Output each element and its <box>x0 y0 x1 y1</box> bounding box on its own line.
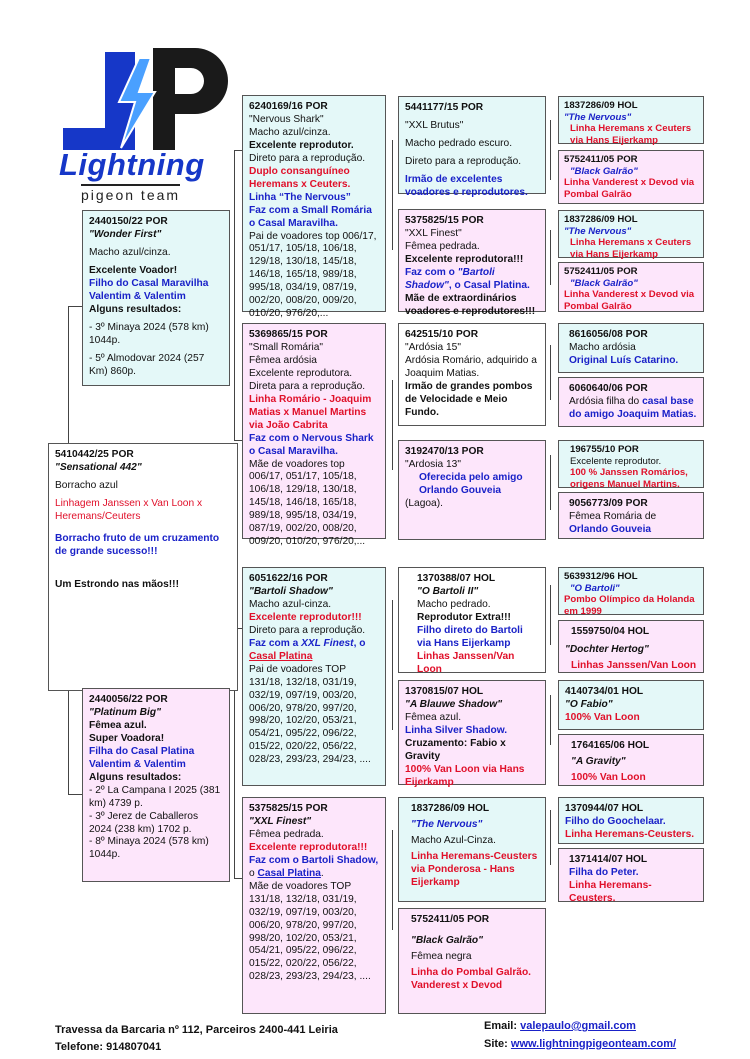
pigeon-name: "The Nervous" <box>564 225 632 237</box>
pigeon-line: 100 % Janssen Romários, origens Manuel Martins. <box>570 467 688 490</box>
connector <box>550 230 551 285</box>
casal-post: . <box>320 867 324 879</box>
pigeon-top: Mãe de voadores TOP 131/18, 132/18, 031/19, 032/19, 097/19, 003/20, 006/20, 978/20, 997/20, 998/20, 102/20, 053/21, 054/21, 095/22, 096/22, 015/22, 020/22, 056/22, 028/23, 293/23, 294/23, .... <box>249 880 371 983</box>
pigeon-line: Original Luís Catarino. <box>569 354 679 366</box>
pigeon-id: 5752411/05 POR <box>564 266 638 277</box>
pigeon-id: 3192470/13 POR <box>405 446 484 457</box>
footer-phone: Telefone: 914807041 <box>55 1041 162 1053</box>
pigeon-casal: Casal Platina <box>249 650 313 662</box>
pigeon-id: 5752411/05 POR <box>564 154 638 165</box>
pigeon-id: 5752411/05 POR <box>411 914 490 925</box>
pigeon-id: 6060640/06 POR <box>569 383 648 394</box>
pigeon-parents: Filho do Casal Maravilha Valentim & Valentim <box>89 277 209 302</box>
pigeon-id: 1837286/09 HOL <box>411 803 490 814</box>
result-item: - 8º Minaya 2024 (578 km) 1044p. <box>89 836 209 861</box>
pigeon-card-ss <box>242 95 386 320</box>
mate-name: XXL Finest <box>301 637 354 649</box>
pigeon-card-gen5 <box>558 680 704 730</box>
pigeon-line: Linha do Pombal Galrão. Vanderest x Devod <box>411 966 532 991</box>
pigeon-direct: Direto para a reprodução. <box>249 152 366 164</box>
pigeon-id: 1837286/09 HOL <box>564 100 638 111</box>
pigeon-desc: Ardósia Romário, adquirido a Joaquim Matias. <box>405 354 537 379</box>
pigeon-line: Linha Heremans x Ceuters via Hans Eijerkamp <box>570 237 692 260</box>
connector <box>68 306 69 444</box>
pigeon-line: Linha Vanderest x Devod via Pombal Galrão <box>564 177 695 200</box>
pigeon-id: 5369865/15 POR <box>249 329 328 340</box>
pigeon-card-sds <box>398 323 546 426</box>
pigeon-name: "Bartoli Shadow" <box>249 585 333 597</box>
pigeon-id: 5375825/15 POR <box>405 215 484 226</box>
pigeon-card-dss <box>398 567 546 673</box>
pigeon-direct: Direto para a reprodução. <box>249 624 366 636</box>
pigeon-card-gen5 <box>558 440 704 488</box>
pigeon-origin: 100% Van Loon via Hans Eijerkamp <box>405 763 525 788</box>
pigeon-color: Macho pedrado. <box>417 598 491 610</box>
pigeon-name: "Sensational 442" <box>55 461 142 473</box>
result-item: - 2º La Campana I 2025 (381 km) 4739 p. <box>89 784 221 809</box>
pigeon-id: 9056773/09 POR <box>569 498 648 509</box>
pigeon-name: "A Gravity" <box>571 755 626 767</box>
pigeon-line: Orlando Gouveia <box>569 523 652 535</box>
pigeon-name: "Black Galrão" <box>570 277 638 289</box>
pigeon-card-dd <box>242 797 386 1014</box>
results-title: Alguns resultados: <box>89 303 182 315</box>
pigeon-name: Fêmea Romária de <box>569 510 657 522</box>
mate-text: Faz com a <box>249 637 302 649</box>
pigeon-note: Irmão de grandes pombos de Velocidade e Meio Fundo. <box>405 380 533 418</box>
pigeon-name: "A Blauwe Shadow" <box>405 698 503 710</box>
connector <box>392 830 393 930</box>
pigeon-name: "Wonder First" <box>89 228 162 240</box>
pigeon-name: "O Bartoli" <box>570 582 620 594</box>
pigeon-card-ddd <box>398 908 546 1014</box>
mate-name: "Bartoli Shadow" <box>405 266 495 291</box>
connector <box>550 695 551 745</box>
pigeon-card-dam <box>82 688 230 882</box>
pigeon-card-gen5 <box>558 262 704 312</box>
pigeon-award: Excelente reprodutora!!! <box>249 841 368 853</box>
pigeon-name: "Black Galrão" <box>411 934 483 946</box>
result-item: - 3º Minaya 2024 (578 km) 1044p. <box>89 321 209 346</box>
pigeon-name: "O Bartoli II" <box>417 585 479 597</box>
pigeon-award: Excelente reprodutora!!! <box>405 253 524 265</box>
connector <box>68 794 82 795</box>
pigeon-card-sdd <box>398 440 546 540</box>
pigeon-name: "Platinum Big" <box>89 706 161 718</box>
pigeon-color: Macho azul-cinza. <box>249 598 332 610</box>
connector <box>68 690 69 794</box>
pigeon-id: 5375825/15 POR <box>249 803 328 814</box>
logo-brand: Lightning <box>59 147 205 182</box>
pigeon-name: "Dochter Hertog" <box>565 643 649 655</box>
pigeon-line: casal base do amigo Joaquim Matias. <box>569 395 697 420</box>
pigeon-id: 6051622/16 POR <box>249 573 328 584</box>
pigeon-award: Excelente reprodutor. <box>249 139 354 151</box>
pigeon-card-gen5 <box>558 797 704 844</box>
pigeon-inbred: Duplo consanguíneo Heremans x Ceuters. <box>249 165 351 190</box>
pigeon-line: Linha Heremans-Ceusters via Ponderosa - Hans Eijerkamp <box>411 850 538 888</box>
pigeon-card-gen5 <box>558 620 704 673</box>
pigeon-id: 1837286/09 HOL <box>564 214 638 225</box>
connector <box>550 455 551 510</box>
pigeon-id: 5639312/96 HOL <box>564 571 638 582</box>
pigeon-id: 1370388/07 HOL <box>417 573 496 584</box>
pigeon-card-main <box>48 443 238 691</box>
pigeon-card-gen5 <box>558 492 704 539</box>
pigeon-color: Macho pedrado escuro. <box>405 137 513 149</box>
pigeon-id: 6240169/16 POR <box>249 101 328 112</box>
connector <box>392 600 393 730</box>
pigeon-color: Borracho azul <box>55 479 118 491</box>
pigeon-parents: Filha do Casal Platina Valentim & Valentim <box>89 745 195 770</box>
result-item: - 3º Jerez de Caballeros 2024 (238 km) 1702 p. <box>89 810 199 835</box>
pigeon-mate: Faz com o Nervous Shark o Casal Maravilha. <box>249 432 374 457</box>
connector <box>550 345 551 400</box>
connector <box>550 810 551 865</box>
email-label: Email: <box>484 1020 521 1032</box>
pigeon-place: (Lagoa). <box>405 497 443 509</box>
pigeon-id: 1370944/07 HOL <box>565 803 644 814</box>
pigeon-cross: Cruzamento: Fabio x Gravity <box>405 737 506 762</box>
pigeon-card-ds <box>242 567 386 786</box>
pigeon-id: 4140734/01 HOL <box>565 686 644 697</box>
connector <box>68 306 82 307</box>
mate-text: , o <box>353 637 366 649</box>
pigeon-parents: Filho direto do Bartoli via Hans Eijerkamp <box>417 624 523 649</box>
pigeon-name: Filha do Peter. <box>569 866 639 878</box>
pigeon-name: "Nervous Shark" <box>249 113 324 125</box>
pigeon-award: Reprodutor Extra!!! <box>417 611 511 623</box>
pigeon-id: 196755/10 POR <box>570 444 639 455</box>
pigeon-name: "The Nervous" <box>411 818 483 830</box>
pigeon-line: Linha Silver Shadow. <box>405 724 508 736</box>
pigeon-line: Linha Romário - Joaquim Matias x Manuel Martins via João Cabrita <box>249 393 372 431</box>
pigeon-color: Macho azul/cinza. <box>89 246 171 258</box>
pigeon-card-gen5 <box>558 96 704 144</box>
pigeon-card-gen5 <box>558 377 704 427</box>
pigeon-name: "O Fabio" <box>565 698 613 710</box>
pigeon-color: Fêmea negra <box>411 950 472 962</box>
pigeon-id: 8616056/08 POR <box>569 329 648 340</box>
mate-text: Faz com o <box>405 266 458 278</box>
pigeon-card-gen5 <box>558 567 704 615</box>
footer-address: Travessa da Barcaria nº 112, Parceiros 2400-441 Leiria <box>55 1024 338 1036</box>
connector <box>392 140 393 250</box>
pigeon-color: Fêmea pedrada. <box>405 240 480 252</box>
pigeon-note: Irmão de excelentes voadores e reprodutores. <box>405 173 528 198</box>
pigeon-card-sire <box>82 210 230 386</box>
pigeon-id: 5441177/15 POR <box>405 102 484 113</box>
result-item: - 5º Almodovar 2024 (257 Km) 860p. <box>89 352 205 377</box>
pigeon-card-gen5 <box>558 848 704 902</box>
logo <box>55 44 230 204</box>
connector <box>234 440 242 441</box>
connector <box>234 150 242 151</box>
pigeon-lineage: Linhagem Janssen x Van Loon x Heremans/Ceuters <box>55 497 203 522</box>
pigeon-line: 100% Van Loon <box>565 711 640 723</box>
pigeon-color: Fêmea ardósia <box>249 354 317 366</box>
pigeon-card-sd <box>242 323 386 548</box>
pigeon-id: 1370815/07 HOL <box>405 686 484 697</box>
connector <box>550 120 551 180</box>
pigeon-desc <box>565 396 697 422</box>
pigeon-casal-line <box>249 868 379 881</box>
pigeon-note: Mãe de extraordinários voadores e reprodutores!!! <box>405 292 536 317</box>
pigeon-id: 1371414/07 HOL <box>569 854 648 865</box>
pigeon-note: Oferecida pelo amigo Orlando Gouveia <box>419 471 523 496</box>
pigeon-name: Filho do Goochelaar. <box>565 815 666 827</box>
pigeon-mate: Faz com a Small Romária o Casal Maravilha. <box>249 204 372 229</box>
pigeon-card-gen5 <box>558 150 704 204</box>
pigeon-line: Linha Heremans-Ceusters. <box>565 828 695 840</box>
pigeon-card-ssd <box>398 209 546 317</box>
pigeon-color: Macho Azul-Cinza. <box>411 834 496 846</box>
pigeon-mate <box>405 267 539 293</box>
pigeon-award: Super Voadora! <box>89 732 165 744</box>
pigeon-color: Macho azul/cinza. <box>249 126 331 138</box>
pigeon-note: Borracho fruto de um cruzamento de grande sucesso!!! <box>55 532 220 557</box>
pigeon-color: Fêmea pedrada. <box>249 828 324 840</box>
connector <box>234 150 235 440</box>
pigeon-card-gen5 <box>558 210 704 258</box>
pigeon-name: Ardósia filha do <box>569 395 643 407</box>
pigeon-card-gen5 <box>558 734 704 786</box>
pigeon-id: 2440056/22 POR <box>89 694 168 705</box>
pigeon-name: "Ardósia 15" <box>405 341 461 353</box>
results-title: Alguns resultados: <box>89 771 182 783</box>
pigeon-id: 5410442/25 POR <box>55 449 134 460</box>
pigeon-line: 100% Van Loon <box>571 771 646 783</box>
pigeon-id: 642515/10 POR <box>405 329 479 340</box>
connector <box>234 878 242 879</box>
connector <box>392 380 393 470</box>
pigeon-id: 1559750/04 HOL <box>571 626 650 637</box>
casal-pre: o <box>249 867 258 879</box>
pigeon-casal: Casal Platina <box>257 867 321 879</box>
pigeon-award: Excelente Voador! <box>89 264 178 276</box>
pigeon-card-sss <box>398 96 546 198</box>
pigeon-mate <box>249 638 379 651</box>
connector <box>550 585 551 645</box>
pigeon-card-dds <box>398 797 546 902</box>
pigeon-direct: Direta para a reprodução. <box>249 380 366 392</box>
pigeon-line: Linha Vanderest x Devod via Pombal Galrão <box>564 289 695 312</box>
footer-site <box>484 1038 676 1050</box>
pigeon-card-gen5 <box>558 323 704 373</box>
pigeon-direct: Direto para a reprodução. <box>405 155 522 167</box>
pigeon-name: Macho ardósia <box>569 341 636 353</box>
pigeon-award: Excelente reprodutora. <box>249 367 353 379</box>
pigeon-card-dsd <box>398 680 546 788</box>
pigeon-name: Excelente reprodutor. <box>570 455 662 467</box>
site-label: Site: <box>484 1038 511 1050</box>
pigeon-mate: Faz com o Bartoli Shadow, <box>249 854 379 866</box>
pigeon-award: Excelente reprodutor!!! <box>249 611 362 623</box>
pigeon-line: Linha “The Nervous” <box>249 191 351 203</box>
pigeon-closing: Um Estrondo nas mãos!!! <box>55 578 179 590</box>
pigeon-name: "Small Romária" <box>249 341 324 353</box>
email-link[interactable]: valepaulo@gmail.com <box>520 1020 636 1032</box>
lightning-logo-icon <box>55 44 230 159</box>
pigeon-line: Linha Heremans x Ceuters via Hans Eijerkamp <box>570 123 692 146</box>
pigeon-color: Fêmea azul. <box>89 719 147 731</box>
logo-subtitle: pigeon team <box>81 184 180 203</box>
pigeon-id: 1764165/06 HOL <box>571 740 650 751</box>
mate-text: , o Casal Platina. <box>448 279 530 291</box>
pigeon-name: "XXL Finest" <box>405 227 462 239</box>
pigeon-top: Pai de voadores TOP 131/18, 132/18, 031/19, 032/19, 097/19, 003/20, 006/20, 978/20, 997/20, 998/20, 102/20, 053/21, 054/21, 095/22, 096/22, 015/22, 020/22, 056/22, 028/23, 293/23, 294/23, .... <box>249 663 371 766</box>
pigeon-name: "XXL Finest" <box>249 815 312 827</box>
pigeon-line: Linhas Janssen/Van Loon <box>571 659 697 671</box>
pigeon-name: "Black Galrão" <box>570 165 638 177</box>
pigeon-line: Linha Heremans-Ceusters. <box>569 879 652 904</box>
pigeon-top: Pai de voadores top 006/17, 051/17, 105/18, 106/18, 129/18, 130/18, 145/18, 146/18, 165/18, 989/18, 995/18, 034/19, 087/19, 002/20, 008/20, 009/20, 010/20, 976/20,... <box>249 230 377 320</box>
pigeon-name: "Ardosia 13" <box>405 458 461 470</box>
pigeon-line: Pombo Olímpico da Holanda em 1999 <box>564 594 695 617</box>
pigeon-line: Linhas Janssen/Van Loon <box>417 650 515 675</box>
site-link[interactable]: www.lightningpigeonteam.com/ <box>510 1038 677 1050</box>
pigeon-color: Fêmea azul. <box>405 711 462 723</box>
pigeon-id: 2440150/22 POR <box>89 216 168 227</box>
pigeon-top: Mãe de voadores top 006/17, 051/17, 105/18, 106/18, 129/18, 130/18, 145/18, 146/18, 165/18, 989/18, 995/18, 034/19, 087/19, 002/20, 008/20, 009/20, 010/20, 976/20,... <box>249 458 366 548</box>
pigeon-name: "XXL Brutus" <box>405 119 464 131</box>
pigeon-name: "The Nervous" <box>564 111 632 123</box>
footer-email <box>484 1020 636 1032</box>
